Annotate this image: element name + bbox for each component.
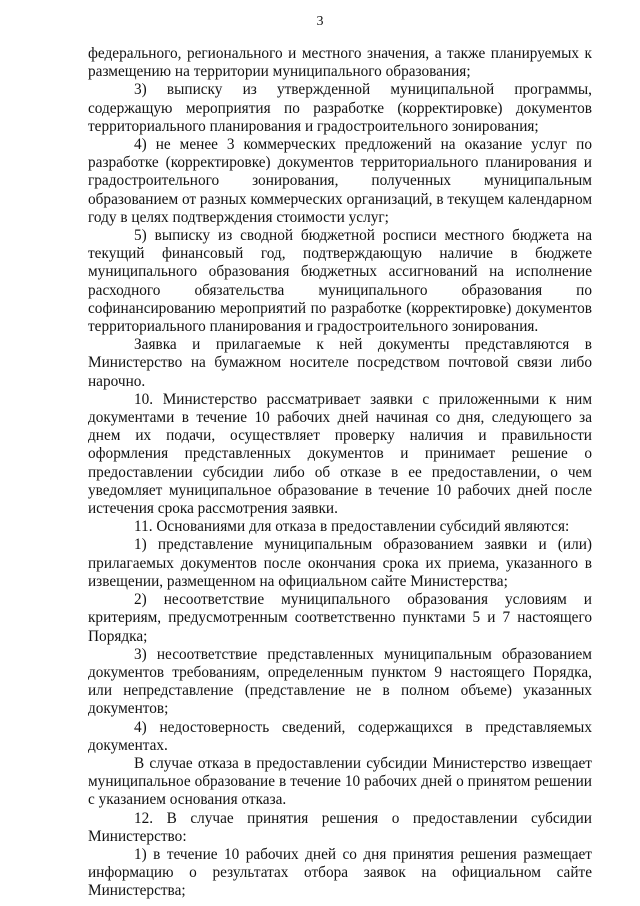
paragraph-clause-12: 12. В случае принятия решения о предоставлении субсидии Министерство: — [88, 809, 592, 845]
paragraph-clause-11: 11. Основаниями для отказа в предоставлении субсидий являются: — [134, 518, 570, 536]
document-body — [88, 45, 592, 901]
paragraph-clause-10: 10. Министерство рассматривает заявки с приложенными к ним документами в течение 10 рабочих дней начиная со дня, следующего за днем их подачи, осуществляет проверку наличия и правильности оформления представленных документов и принимает решение о предоставлении субсидии либо об отказе в ее предоставлении, о чем уведомляет муниципальное образование в течение 10 рабочих дней после истечения срока рассмотрения заявки. — [88, 390, 592, 518]
paragraph-item-3: 3) выписку из утвержденной муниципальной программы, содержащую мероприятия по разработке (корректировке) документов территориального планирования и градостроительного зонирования; — [88, 81, 592, 135]
paragraph-item-5: 5) выписку из сводной бюджетной росписи местного бюджета на текущий финансовый год, подтверждающую наличие в бюджете муниципального образования бюджетных ассигнований на исполнение расходного обязательства муниципального образования по софинансированию мероприятий по разработке (корректировке) документов территориального планирования и градостроительного зонирования. — [88, 227, 592, 336]
paragraph-refusal-1: 1) представление муниципальным образованием заявки и (или) прилагаемых документов после окончания срока их приема, указанного в извещении, размещенном на официальном сайте Министерства; — [88, 536, 592, 590]
paragraph-continuation: федерального, регионального и местного значения, а также планируемых к размещению на территории муниципального образования; — [88, 45, 592, 81]
paragraph-clause-12-item-1: 1) в течение 10 рабочих дней со дня принятия решения размещает информацию о результатах отбора заявок на официальном сайте Министерства; — [88, 845, 592, 900]
paragraph-refusal-4: 4) недостоверность сведений, содержащихся в представляемых документах. — [88, 718, 592, 754]
paragraph-refusal-2: 2) несоответствие муниципального образования условиям и критериям, предусмотренным соответственно пунктами 5 и 7 настоящего Порядка; — [88, 591, 592, 645]
page-number: 3 — [316, 14, 324, 29]
paragraph-refusal-notice: В случае отказа в предоставлении субсидии Министерство извещает муниципальное образование в течение 10 рабочих дней о принятом решении с указанием основания отказа. — [88, 754, 592, 809]
paragraph-item-4: 4) не менее 3 коммерческих предложений на оказание услуг по разработке (корректировке) документов территориального планирования и градостроительного зонирования, полученных муниципальным образованием от разных коммерческих организаций, в текущем календарном году в целях подтверждения стоимости услуг; — [88, 136, 592, 226]
paragraph-submission: Заявка и прилагаемые к ней документы представляются в Министерство на бумажном носителе посредством почтовой связи либо нарочно. — [88, 336, 592, 390]
paragraph-refusal-3: 3) несоответствие представленных муниципальным образованием документов требованиям, определенным пунктом 9 настоящего Порядка, или непредставление (представление не в полном объеме) указанных документов; — [88, 645, 592, 718]
